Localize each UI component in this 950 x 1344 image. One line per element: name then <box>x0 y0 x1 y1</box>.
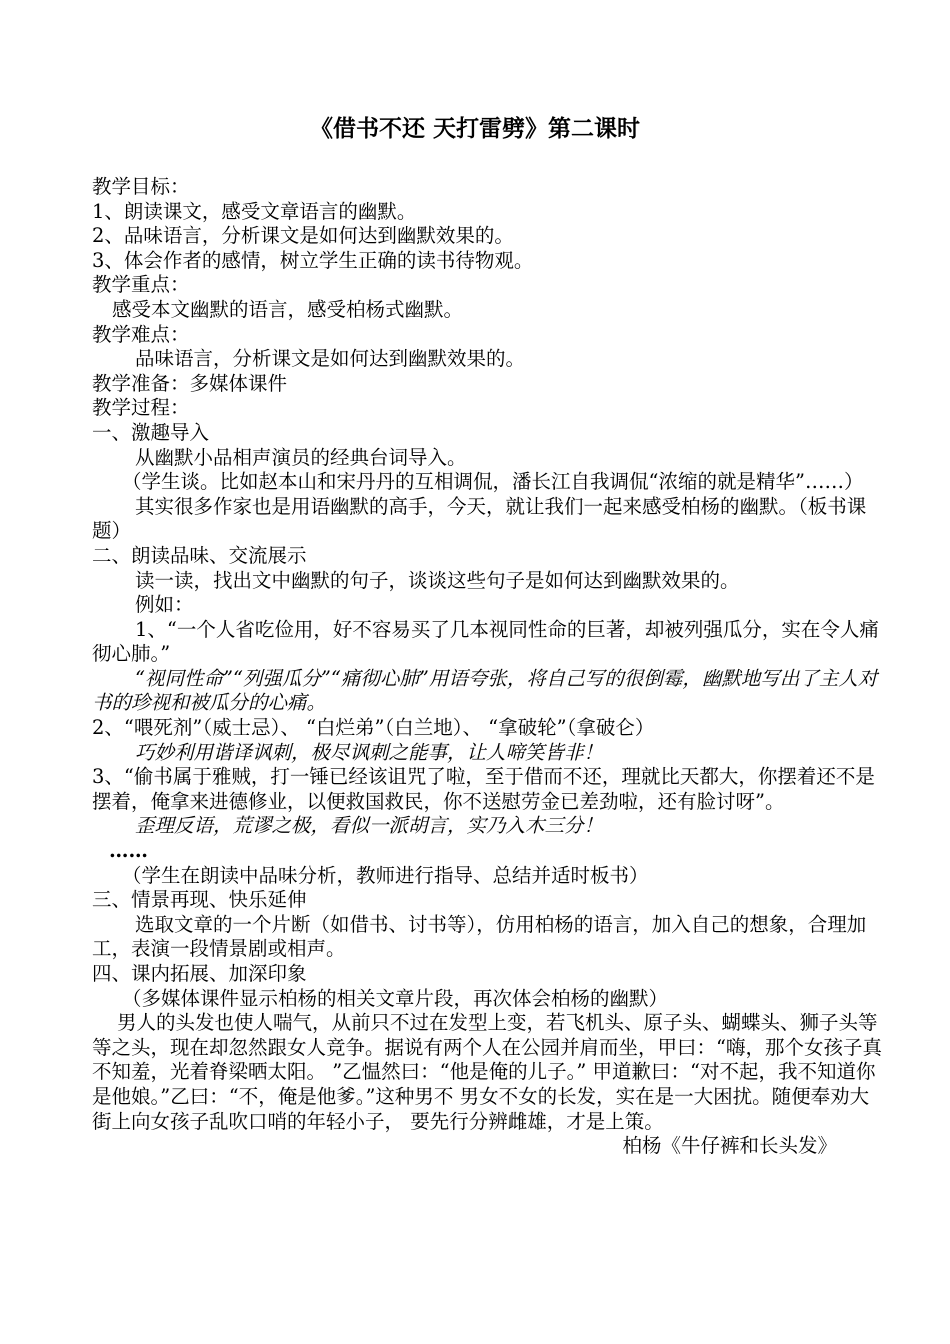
section-2-heading: 二、朗读品味、交流展示 <box>92 543 307 567</box>
process-heading: 教学过程： <box>92 396 190 420</box>
paragraph: 其实很多作家也是用语幽默的高手，今天，就让我们一起来感受柏杨的幽默。（板书课题） <box>92 494 867 543</box>
goal-item: 3、体会作者的感情，树立学生正确的读书待物观。 <box>92 248 534 272</box>
page-title: 《借书不还 天打雷劈》第二课时 <box>309 116 640 142</box>
paragraph: （学生谈。比如赵本山和宋丹丹的互相调侃，潘长江自我调侃“浓缩的就是精华”……） <box>122 470 864 494</box>
paragraph: 从幽默小品相声演员的经典台词导入。 <box>135 445 467 469</box>
paragraph: （学生在朗读中品味分析，教师进行指导、总结并适时板书） <box>122 863 649 887</box>
section-4-heading: 四、课内拓展、加深印象 <box>92 962 307 985</box>
example-2: 2、“喂死剂”（威士忌）、 “白烂弟”（白兰地）、 “拿破轮”（拿破仑） <box>92 716 655 740</box>
example-3-note: 歪理反语，荒谬之极，看似一派胡言，实乃入木三分！ <box>135 814 604 838</box>
section-3-heading: 三、情景再现、快乐延伸 <box>92 888 307 912</box>
paragraph: 例如： <box>135 593 194 617</box>
prep-line: 教学准备：多媒体课件 <box>92 371 288 395</box>
document-body <box>92 175 882 1159</box>
paragraph: 读一读，找出文中幽默的句子，谈谈这些句子是如何达到幽默效果的。 <box>135 568 740 592</box>
goal-item: 2、品味语言，分析课文是如何达到幽默效果的。 <box>92 224 514 248</box>
ellipsis: …… <box>109 839 148 863</box>
paragraph: （多媒体课件显示柏杨的相关文章片段，再次体会柏杨的幽默） <box>122 986 669 1010</box>
key-heading: 教学重点： <box>92 273 190 297</box>
difficulty-heading: 教学难点： <box>92 322 190 346</box>
goal-item: 1、朗读课文，感受文章语言的幽默。 <box>92 199 417 223</box>
example-3: 3、“偷书属于雅贼，打一锤已经该诅咒了啦，至于借而不还，理就比天都大，你摆着还不是摆着，俺拿来进德修业，以便救国救民，你不送慰劳金已差劲啦，还有脸讨呀”。 <box>92 765 875 813</box>
example-1-note: “视同性命”“列强瓜分”“痛彻心肺”用语夸张，将自己写的很倒霉，幽默地写出了主人对书的珍视和被瓜分的心痛。 <box>92 666 878 715</box>
example-1: 1、“一个人省吃俭用，好不容易买了几本视同性命的巨著，却被列强瓜分，实在令人痛彻心肺。” <box>92 617 879 666</box>
example-2-note: 巧妙利用谐译讽刺，极尽讽刺之能事，让人啼笑皆非！ <box>135 740 604 764</box>
difficulty-text: 品味语言，分析课文是如何达到幽默效果的。 <box>135 347 526 371</box>
key-text: 感受本文幽默的语言，感受柏杨式幽默。 <box>112 297 464 321</box>
section-1-heading: 一、激趣导入 <box>92 420 210 444</box>
goals-heading: 教学目标： <box>92 175 190 198</box>
excerpt-source: 柏杨《牛仔裤和长头发》 <box>622 1134 837 1158</box>
paragraph: 选取文章的一个片断（如借书、讨书等），仿用柏杨的语言，加入自己的想象，合理加工，表演一段情景剧或相声。 <box>92 912 867 961</box>
quoted-excerpt: 男人的头发也使人喘气，从前只不过在发型上变，若飞机头、原子头、蝴蝶头、狮子头等等之头，现在却忽然跟女人竞争。据说有两个人在公园并肩而坐，甲曰：“嗨，那个女孩子真不知羞，光着脊梁晒太阳。 ”乙愠然曰：“他是俺的儿子。” 甲道歉曰：“对不起，我不知道你是他娘。”乙曰：“不，俺是他爹。”这种男不 男女不女的长发，实在是一大困扰。随便奉劝大街上向女孩子乱吹口哨的年轻小子， 要先行分辨雌雄，才是上策。 <box>92 1011 882 1133</box>
